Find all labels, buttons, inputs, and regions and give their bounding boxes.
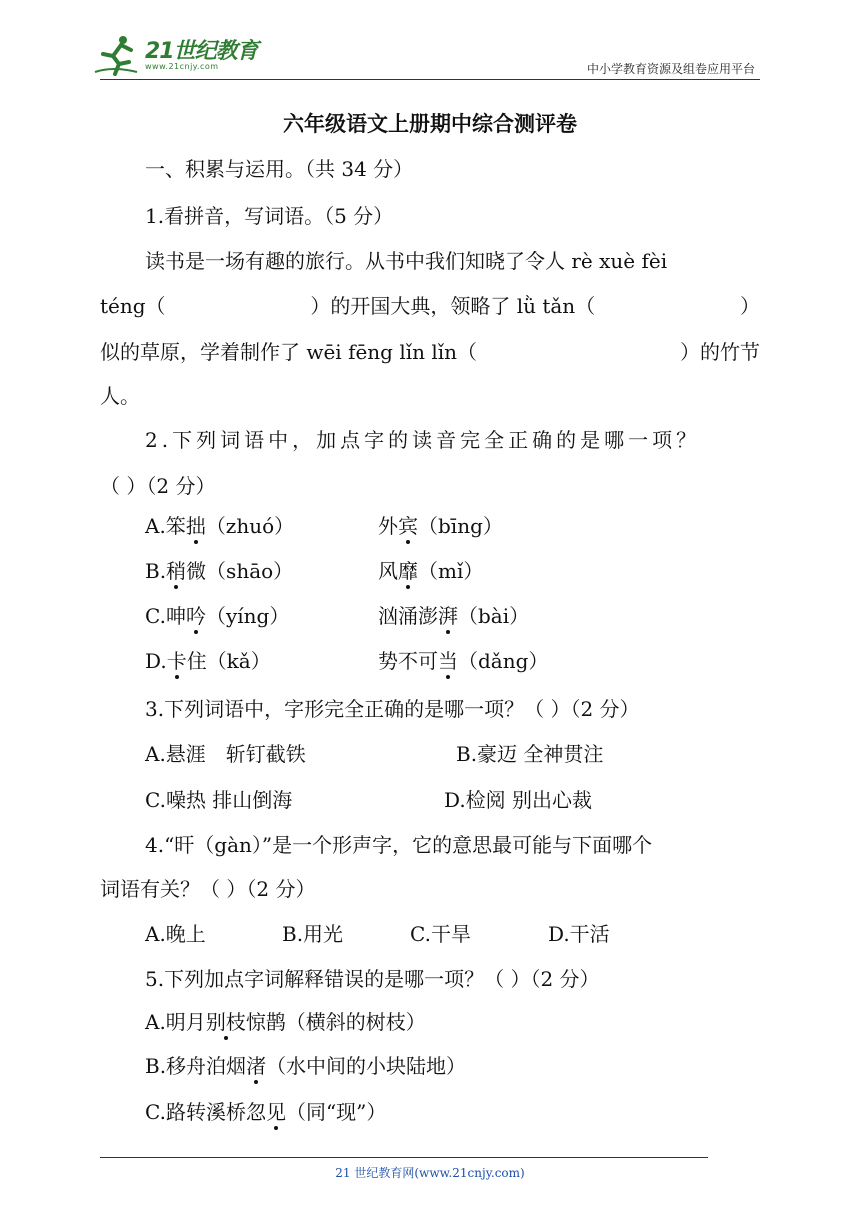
option-3d: D.检阅 别出心裁 [444, 788, 593, 812]
footer-divider [100, 1157, 708, 1158]
text-fragment: ）的竹节 [680, 340, 760, 364]
logo-text: 21世纪教育 [145, 39, 258, 64]
logo-url: www.21cnjy.com [145, 62, 219, 71]
option-2d-second [378, 645, 678, 674]
option-text: 汹涌澎 [378, 604, 438, 628]
question-1-line-1: 读书是一场有趣的旅行。从书中我们知晓了令人 rè xuè fèi [145, 249, 668, 273]
header-tagline: 中小学教育资源及组卷应用平台 [586, 62, 755, 76]
dotted-char: 靡 [398, 559, 418, 583]
option-text: 住（kǎ） [186, 649, 271, 673]
question-3-stem: 3.下列词语中，字形完全正确的是哪一项？（ ）（2 分） [145, 697, 640, 721]
text-fragment: 似的草原，学着制作了 wēi fēng lǐn lǐn（ [100, 340, 478, 364]
question-2-stem: 2.下列词语中，加点字的读音完全正确的是哪一项？ [145, 428, 701, 452]
dotted-char: 宾 [398, 514, 418, 538]
question-1-line-3 [100, 336, 765, 365]
option-4c: C.干旱 [410, 922, 471, 946]
page-header [0, 0, 860, 90]
page-title: 六年级语文上册期中综合测评卷 [283, 111, 577, 136]
option-text: （yíng） [205, 604, 290, 628]
option-4b: B.用光 [282, 922, 344, 946]
text-fragment: ） [740, 294, 760, 318]
option-text: 惊鹊（横斜的树枝） [245, 1010, 426, 1034]
option-text: B. [145, 559, 167, 583]
brand-logo[interactable] [93, 32, 263, 80]
option-5b [145, 1050, 810, 1079]
dotted-char: 拙 [185, 514, 206, 538]
question-2-blank: （ ）（2 分） [100, 474, 216, 498]
option-text: （bài） [458, 604, 530, 628]
question-1-line-2 [100, 290, 765, 319]
footer-link[interactable]: 21 世纪教育网(www.21cnjy.com) [335, 1166, 525, 1180]
question-4-stem: 4.“旰（gàn）”是一个形声字，它的意思最可能与下面哪个 [145, 833, 653, 857]
dotted-char: 吟 [185, 604, 206, 628]
option-3b: B.豪迈 全神贯注 [456, 742, 604, 766]
option-text: B.移舟泊烟 [145, 1054, 247, 1078]
option-text: A.笨 [145, 514, 186, 538]
text-fragment: téng（ [100, 294, 166, 318]
option-3a: A.悬涯 斩钉截铁 [145, 742, 306, 766]
dotted-char: 见 [265, 1100, 286, 1124]
option-text: C.路转溪桥忽 [145, 1100, 266, 1124]
option-text: （mǐ） [418, 559, 484, 583]
text-fragment: ）的开国大典，领略了 lǜ tǎn（ [310, 294, 596, 318]
option-text: 外 [378, 514, 398, 538]
question-1-stem: 1.看拼音，写词语。（5 分） [145, 204, 394, 228]
option-text: A.明月 [145, 1010, 206, 1034]
option-2b-second [378, 555, 678, 584]
option-text: D. [145, 649, 167, 673]
option-2c-second [378, 600, 678, 629]
option-text: （dǎng） [458, 649, 549, 673]
dotted-char: 湃 [438, 604, 458, 628]
option-3c: C.噪热 排山倒海 [145, 788, 293, 812]
option-text: C.呻 [145, 604, 186, 628]
option-4a: A.晚上 [145, 922, 206, 946]
header-divider [100, 79, 760, 80]
question-5-stem: 5.下列加点字词解释错误的是哪一项？（ ）（2 分） [145, 967, 600, 991]
option-text: 势不可 [378, 649, 438, 673]
option-text: （zhuó） [205, 514, 295, 538]
option-text: （水中间的小块陆地） [266, 1054, 467, 1078]
option-text: （bīng） [418, 514, 503, 538]
question-1-line-4: 人。 [100, 384, 140, 408]
dotted-char: 稍 [166, 559, 187, 583]
dotted-char: 当 [438, 649, 458, 673]
option-5c [145, 1096, 810, 1125]
dotted-char: 渚 [246, 1054, 267, 1078]
dotted-char: 卡 [166, 649, 187, 673]
option-text: （同“现”） [285, 1100, 387, 1124]
option-text: 微（shāo） [186, 559, 294, 583]
option-5a [145, 1006, 810, 1035]
question-4-stem-cont: 词语有关？（ ）（2 分） [100, 877, 316, 901]
option-2a-second [378, 510, 678, 539]
section-heading: 一、积累与运用。（共 34 分） [145, 157, 414, 181]
option-4d: D.干活 [548, 922, 610, 946]
option-text: 风 [378, 559, 398, 583]
dotted-word: 别枝 [205, 1010, 246, 1034]
runner-icon [93, 32, 145, 76]
